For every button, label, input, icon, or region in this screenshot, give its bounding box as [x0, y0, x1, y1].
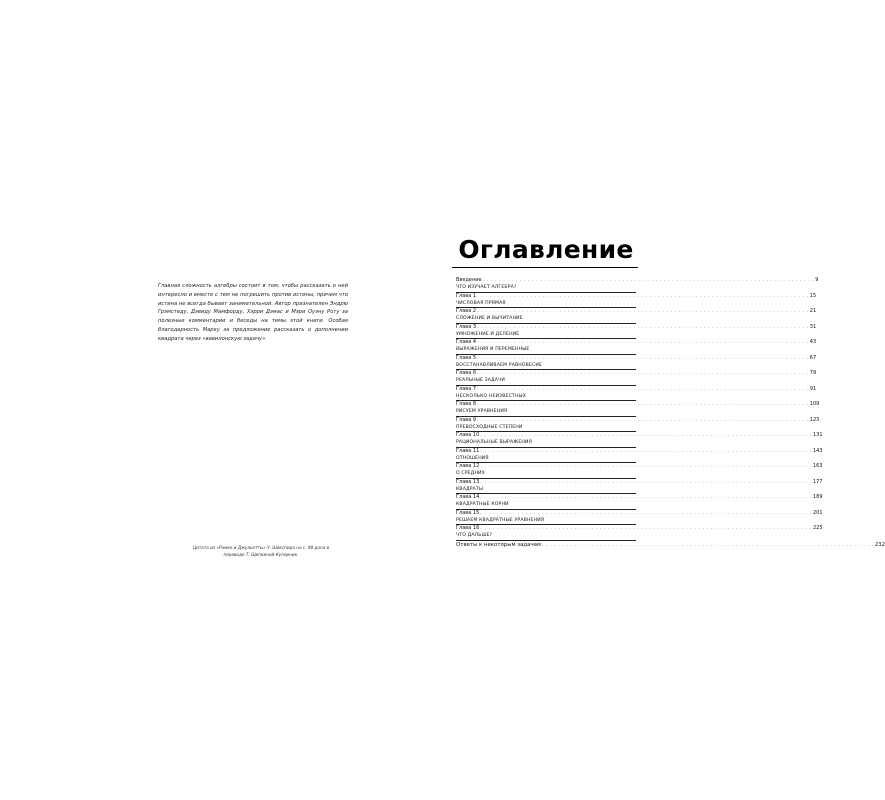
- toc-entry-subtitle: УМНОЖЕНИЕ И ДЕЛЕНИЕ: [456, 331, 520, 337]
- toc-entry: [456, 323, 817, 340]
- toc-entry-page-number: 21: [809, 308, 817, 314]
- toc-entry: [456, 292, 817, 309]
- toc-entry-line: [456, 509, 823, 517]
- toc-entry-subtitle: КВАДРАТНЫЕ КОРНИ: [456, 502, 509, 507]
- toc-entry-label: Глава 9: [456, 416, 477, 423]
- toc-entry: [456, 385, 817, 402]
- toc-entry: [456, 525, 823, 541]
- toc-entry-subtitle: РАЦИОНАЛЬНЫЕ ВЫРАЖЕНИЯ: [456, 440, 532, 445]
- toc-entry-page-number: 163: [812, 463, 823, 469]
- toc-entry: [456, 478, 823, 495]
- toc-entry-label: Глава 3: [456, 323, 477, 330]
- toc-entry-page-number: 232: [874, 541, 885, 548]
- toc-leader-dots: . . . . . . . . . . . . . . . . . . . . . . . . . . . . . . . . . . . . . . . . . . . . . . . . . . . . . . . . . . . . . . . . . . . . . . . . . . . . . . . . .: [477, 293, 809, 299]
- toc-entry-subtitle: ПРЕВОСХОДНЫЕ СТЕПЕНИ: [456, 424, 523, 430]
- toc-entry-label: Глава 10: [456, 432, 480, 438]
- toc-entry-page-number: 31: [809, 323, 817, 330]
- toc-entry-subtitle: КВАДРАТЫ: [456, 486, 484, 492]
- toc-leader-dots: . . . . . . . . . . . . . . . . . . . . . . . . . . . . . . . . . . . . . . . . . . . . . . . . . . . . . . . . . . . . . . . . . . . . . . . . . . . . . . . . .: [480, 433, 812, 438]
- toc-entry-subtitle: ЧИСЛОВАЯ ПРЯМАЯ: [456, 300, 506, 306]
- toc-entry: [456, 463, 823, 479]
- toc-entry: [456, 541, 885, 557]
- toc-entry-label: Глава 1: [456, 292, 477, 299]
- left-page: [0, 0, 400, 800]
- toc-entry-line: [456, 525, 823, 532]
- toc-entry: [456, 339, 817, 355]
- toc-entry-label: Глава 6: [456, 370, 477, 376]
- toc-entry-label: Глава 14: [456, 494, 480, 500]
- toc-entry-line: [456, 292, 817, 300]
- toc-entry-line: [456, 447, 823, 455]
- toc-entry: [456, 447, 823, 464]
- toc-entry-subtitle: ЧТО ИЗУЧАЕТ АЛГЕБРА?: [456, 285, 517, 290]
- toc-entry-page-number: 189: [812, 494, 823, 500]
- toc-entry-page-number: 43: [809, 339, 817, 345]
- toc-entry-subtitle: РЕШАЕМ КВАДРАТНЫЕ УРАВНЕНИЯ: [456, 517, 545, 523]
- toc-entry-line: [456, 277, 819, 284]
- toc-leader-dots: . . . . . . . . . . . . . . . . . . . . . . . . . . . . . . . . . . . . . . . . . . . . . . . . . . . . . . . . . . . . . . . . . . . . . . . . . . . . . . . . .: [477, 417, 809, 423]
- toc-leader-dots: . . . . . . . . . . . . . . . . . . . . . . . . . . . . . . . . . . . . . . . . . . . . . . . . . . . . . . . . . . . . . . . . . . . . . . . . . . . . . . . . .: [542, 542, 874, 548]
- toc-leader-dots: . . . . . . . . . . . . . . . . . . . . . . . . . . . . . . . . . . . . . . . . . . . . . . . . . . . . . . . . . . . . . . . . . . . . . . . . . . . . . . . . .: [477, 355, 809, 361]
- toc-entry: [456, 432, 823, 448]
- toc-entry-line: [456, 432, 823, 439]
- toc-leader-dots: . . . . . . . . . . . . . . . . . . . . . . . . . . . . . . . . . . . . . . . . . . . . . . . . . . . . . . . . . . . . . . . . . . . . . . . . . . . . . . . . .: [482, 278, 815, 283]
- toc-entry-line: [456, 463, 823, 470]
- toc-entry-page-number: 9: [815, 277, 819, 283]
- toc-leader-dots: . . . . . . . . . . . . . . . . . . . . . . . . . . . . . . . . . . . . . . . . . . . . . . . . . . . . . . . . . . . . . . . . . . . . . . . . . . . . . . . . .: [477, 402, 809, 407]
- toc-entry-page-number: 143: [812, 447, 823, 454]
- toc-entry-label: Глава 11: [456, 447, 480, 454]
- toc-entry-line: [456, 494, 823, 501]
- toc-entry-page-number: 225: [812, 525, 823, 531]
- toc-entry: [456, 401, 820, 417]
- toc-leader-dots: . . . . . . . . . . . . . . . . . . . . . . . . . . . . . . . . . . . . . . . . . . . . . . . . . . . . . . . . . . . . . . . . . . . . . . . . . . . . . . . . .: [477, 324, 809, 330]
- toc-entry-line: [456, 385, 817, 393]
- toc-entry-label: Введение: [456, 277, 482, 283]
- toc-entry-subtitle: ВЫРАЖЕНИЯ И ПЕРЕМЕННЫЕ: [456, 347, 530, 352]
- toc-entry-label: Ответы к некоторым задачам: [456, 541, 542, 548]
- toc-entry-page-number: 79: [809, 370, 817, 376]
- toc-entry-subtitle: РЕАЛЬНЫЕ ЗАДАЧИ: [456, 378, 505, 383]
- toc-entry-page-number: 123: [809, 416, 820, 423]
- toc-entry-line: [456, 370, 817, 377]
- intro-text: Главная сложность алгебры состоит в том, чтобы рассказать о ней интересно и вместе с тем не погрешить против истины, причем что истина не всегда бывает занимательной. Автор признателен Эндрю Грэмстеду, Дэвиду Мамфорду, Хэрри Дэмас и Мэри Оуэну Роту за полезные комментарии и беседы на темы этой книги. Особая благодарность Марку за предложение рассказать о дополнении квадрата через «вавилонскую задачу».: [158, 283, 348, 342]
- toc-leader-dots: . . . . . . . . . . . . . . . . . . . . . . . . . . . . . . . . . . . . . . . . . . . . . . . . . . . . . . . . . . . . . . . . . . . . . . . . . . . . . . . . .: [477, 386, 809, 392]
- intro-paragraph: [158, 282, 348, 344]
- toc-entry-line: [456, 401, 820, 408]
- toc-leader-dots: . . . . . . . . . . . . . . . . . . . . . . . . . . . . . . . . . . . . . . . . . . . . . . . . . . . . . . . . . . . . . . . . . . . . . . . . . . . . . . . . .: [480, 495, 812, 500]
- quote-note: Цитата из «Ромео и Джульетты» У. Шекспира на с. 98 дана в переводе Т. Щепкиной-Куперник.: [192, 545, 330, 557]
- toc-entry-label: Глава 2: [456, 308, 477, 314]
- toc-entry-subtitle: О СРЕДНИХ: [456, 471, 485, 476]
- toc-entry-label: Глава 12: [456, 463, 480, 469]
- toc-entry-label: Глава 8: [456, 401, 477, 407]
- toc-entry: [456, 509, 823, 526]
- toc-entry-label: Глава 7: [456, 385, 477, 392]
- toc-entry-page-number: 131: [812, 432, 823, 438]
- toc-entry: [456, 494, 823, 510]
- toc-entry-line: [456, 323, 817, 331]
- toc-entry-page-number: 177: [812, 478, 823, 485]
- toc-entry-label: Глава 4: [456, 339, 477, 345]
- toc-entry-line: [456, 308, 817, 315]
- toc-entry-label: Глава 15: [456, 509, 480, 516]
- toc-title: Оглавление: [458, 235, 634, 264]
- toc-entry: [456, 416, 820, 433]
- toc-leader-dots: . . . . . . . . . . . . . . . . . . . . . . . . . . . . . . . . . . . . . . . . . . . . . . . . . . . . . . . . . . . . . . . . . . . . . . . . . . . . . . . . .: [477, 309, 809, 314]
- toc-leader-dots: . . . . . . . . . . . . . . . . . . . . . . . . . . . . . . . . . . . . . . . . . . . . . . . . . . . . . . . . . . . . . . . . . . . . . . . . . . . . . . . . .: [480, 510, 812, 516]
- toc-entry-page-number: 201: [812, 509, 823, 516]
- toc-entry-subtitle: СЛОЖЕНИЕ И ВЫЧИТАНИЕ: [456, 316, 523, 321]
- toc-entry-subtitle: РИСУЕМ УРАВНЕНИЯ: [456, 409, 508, 414]
- toc-entry-line: [456, 541, 885, 550]
- toc-entry: [456, 370, 817, 386]
- toc-leader-dots: . . . . . . . . . . . . . . . . . . . . . . . . . . . . . . . . . . . . . . . . . . . . . . . . . . . . . . . . . . . . . . . . . . . . . . . . . . . . . . . . .: [480, 464, 812, 469]
- toc-entry-subtitle: ОТНОШЕНИЯ: [456, 455, 489, 461]
- toc-entry-page-number: 15: [809, 292, 817, 299]
- toc-entry-label: Глава 16: [456, 525, 480, 531]
- toc-entry: [456, 308, 817, 324]
- toc-leader-dots: . . . . . . . . . . . . . . . . . . . . . . . . . . . . . . . . . . . . . . . . . . . . . . . . . . . . . . . . . . . . . . . . . . . . . . . . . . . . . . . . .: [480, 448, 812, 454]
- toc-entry-label: Глава 13: [456, 478, 480, 485]
- toc-entry-subtitle: ЧТО ДАЛЬШЕ?: [456, 533, 493, 538]
- table-of-contents: [456, 277, 885, 556]
- toc-leader-dots: . . . . . . . . . . . . . . . . . . . . . . . . . . . . . . . . . . . . . . . . . . . . . . . . . . . . . . . . . . . . . . . . . . . . . . . . . . . . . . . . .: [477, 371, 809, 376]
- toc-leader-dots: . . . . . . . . . . . . . . . . . . . . . . . . . . . . . . . . . . . . . . . . . . . . . . . . . . . . . . . . . . . . . . . . . . . . . . . . . . . . . . . . .: [480, 479, 812, 485]
- toc-leader-dots: . . . . . . . . . . . . . . . . . . . . . . . . . . . . . . . . . . . . . . . . . . . . . . . . . . . . . . . . . . . . . . . . . . . . . . . . . . . . . . . . .: [480, 526, 812, 531]
- toc-leader-dots: . . . . . . . . . . . . . . . . . . . . . . . . . . . . . . . . . . . . . . . . . . . . . . . . . . . . . . . . . . . . . . . . . . . . . . . . . . . . . . . . .: [477, 340, 809, 345]
- toc-entry-label: Глава 5: [456, 354, 477, 361]
- toc-entry-line: [456, 354, 817, 362]
- toc-entry-page-number: 67: [809, 354, 817, 361]
- toc-entry-line: [456, 339, 817, 346]
- toc-entry: [456, 354, 817, 371]
- toc-entry-subtitle: ВОССТАНАВЛИВАЕМ РАВНОВЕСИЕ: [456, 362, 543, 368]
- toc-entry-page-number: 109: [809, 401, 820, 407]
- toc-title-rule: [452, 267, 638, 268]
- toc-entry-line: [456, 416, 820, 424]
- toc-entry-line: [456, 478, 823, 486]
- toc-entry-subtitle: НЕСКОЛЬКО НЕИЗВЕСТНЫХ: [456, 393, 526, 399]
- toc-entry: [456, 277, 819, 293]
- toc-entry-page-number: 91: [809, 385, 817, 392]
